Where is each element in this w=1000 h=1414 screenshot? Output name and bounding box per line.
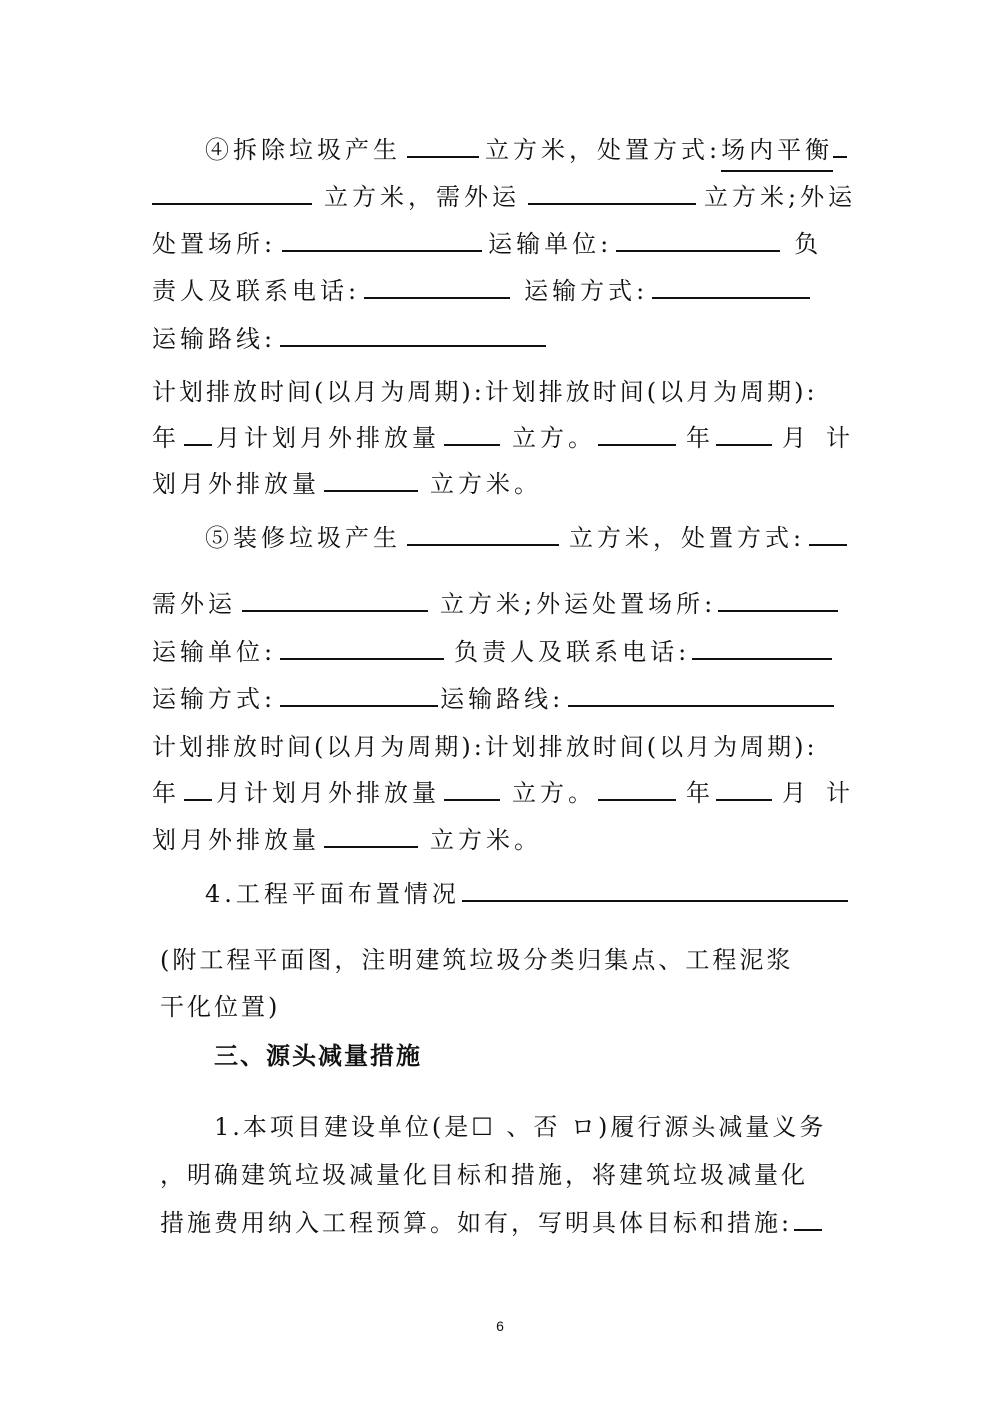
demolition-end-unit: 立方米。: [430, 470, 542, 498]
demolition-month-plan-label: 月计划月外排放量: [216, 424, 440, 452]
demolition-contact-line: [152, 271, 810, 311]
demolition-route-line: [152, 319, 546, 359]
demolition-owner-prefix: 负: [794, 230, 823, 258]
demolition-year2-label: 年: [686, 424, 714, 452]
renovation-month-blank[interactable]: [184, 773, 212, 801]
demolition-site-line: [152, 224, 822, 264]
renovation-ji-label: 计: [826, 779, 854, 807]
renovation-unit-label: 立方米，处置方式:: [569, 524, 806, 552]
renovation-month2-label: 月: [782, 779, 810, 807]
demolition-method-value: 场内平衡: [721, 130, 833, 172]
renovation-month-line: [152, 773, 854, 813]
demolition-export-label: 立方米，需外运: [324, 183, 520, 211]
page-number: 6: [496, 1318, 504, 1334]
demolition-plan-text: 计划排放时间(以月为周期):计划排放时间(以月为周期):: [152, 378, 818, 406]
demolition-route-blank[interactable]: [280, 319, 546, 347]
demolition-site-label: 处置场所:: [152, 230, 277, 258]
renovation-plan-cont-label: 划月外排放量: [152, 826, 320, 854]
renovation-total-blank[interactable]: [324, 820, 418, 848]
renovation-export-line: [152, 584, 838, 624]
renovation-export-label: 需外运: [152, 590, 236, 618]
renovation-mode-blank[interactable]: [280, 679, 438, 707]
renovation-month-volume-blank[interactable]: [444, 773, 500, 801]
renovation-waste-line: [205, 518, 847, 558]
demolition-month2-blank[interactable]: [716, 418, 772, 446]
demolition-plan-line: [152, 372, 818, 412]
renovation-year2-blank[interactable]: [598, 773, 676, 801]
section3-para-text3: 措施费用纳入工程预算。如有，写明具体目标和措施:: [160, 1209, 793, 1237]
renovation-owner-label: 负责人及联系电话:: [454, 638, 691, 666]
renovation-mode-line: [152, 679, 834, 719]
renovation-volume-blank[interactable]: [407, 518, 559, 546]
renovation-cube-unit: 立方。: [512, 779, 596, 807]
demolition-contact-blank[interactable]: [364, 271, 510, 299]
section3-para-line1: [214, 1107, 826, 1147]
demolition-cube-unit: 立方。: [512, 424, 596, 452]
demolition-year-label: 年: [152, 424, 180, 452]
section3-heading: 三、源头减量措施: [214, 1042, 422, 1070]
demolition-waste-title: ④拆除垃圾产生: [205, 136, 401, 164]
renovation-plan-text: 计划排放时间(以月为周期):计划排放时间(以月为周期):: [152, 733, 818, 761]
demolition-mode-label: 运输方式:: [524, 277, 649, 305]
demolition-volume-blank[interactable]: [407, 130, 479, 158]
renovation-contact-blank[interactable]: [692, 632, 832, 660]
demolition-export-line: [152, 177, 856, 217]
demolition-plan-cont-line: [152, 464, 542, 504]
renovation-waste-title: ⑤装修垃圾产生: [205, 524, 401, 552]
layout-note-text2: 干化位置): [160, 993, 281, 1021]
layout-title: 4.工程平面布置情况: [205, 880, 460, 908]
demolition-carrier-blank[interactable]: [616, 224, 780, 252]
section3-para-line2: [160, 1155, 808, 1195]
demolition-carrier-label: 运输单位:: [488, 230, 613, 258]
demolition-month-volume-blank[interactable]: [444, 418, 500, 446]
renovation-carrier-blank[interactable]: [280, 632, 444, 660]
renovation-plan-cont-line: [152, 820, 542, 860]
section3-para-text2: ，明确建筑垃圾减量化目标和措施，将建筑垃圾减量化: [160, 1161, 808, 1189]
renovation-end-unit: 立方米。: [430, 826, 542, 854]
demolition-export-blank[interactable]: [528, 177, 696, 205]
renovation-carrier-label: 运输单位:: [152, 638, 277, 666]
layout-note-line2: [160, 987, 280, 1027]
layout-note-line1: [160, 940, 793, 980]
renovation-plan-line: [152, 727, 818, 767]
renovation-month2-blank[interactable]: [716, 773, 772, 801]
demolition-month-blank[interactable]: [184, 418, 212, 446]
demolition-method-blank[interactable]: [833, 130, 847, 158]
demolition-month-line: [152, 418, 854, 458]
demolition-export-unit: 立方米;外运: [704, 183, 857, 211]
renovation-year2-label: 年: [686, 779, 714, 807]
renovation-carrier-line: [152, 632, 832, 672]
renovation-site-label: 立方米;外运处置场所:: [440, 590, 717, 618]
demolition-mode-blank[interactable]: [652, 271, 810, 299]
renovation-site-blank[interactable]: [718, 584, 838, 612]
demolition-site-blank[interactable]: [282, 224, 482, 252]
renovation-month-plan-label: 月计划月外排放量: [216, 779, 440, 807]
layout-note-text1: (附工程平面图，注明建筑垃圾分类归集点、工程泥浆: [160, 946, 794, 974]
layout-line: [205, 874, 848, 914]
renovation-mode-label: 运输方式:: [152, 685, 277, 713]
demolition-ji-label: 计: [826, 424, 854, 452]
renovation-year-label: 年: [152, 779, 180, 807]
demolition-year2-blank[interactable]: [598, 418, 676, 446]
demolition-month2-label: 月: [782, 424, 810, 452]
demolition-route-label: 运输路线:: [152, 325, 277, 353]
renovation-method-blank[interactable]: [809, 518, 847, 546]
demolition-total-blank[interactable]: [324, 464, 418, 492]
layout-blank[interactable]: [462, 874, 848, 902]
renovation-route-blank[interactable]: [568, 679, 834, 707]
demolition-balance-blank[interactable]: [152, 177, 312, 205]
demolition-plan-cont-label: 划月外排放量: [152, 470, 320, 498]
section3-para-line3: [160, 1203, 822, 1243]
demolition-unit-label: 立方米，处置方式:: [485, 136, 722, 164]
renovation-export-blank[interactable]: [242, 584, 428, 612]
renovation-route-label: 运输路线:: [440, 685, 565, 713]
section3-para-text1: 1.本项目建设单位(是☐ 、否 ロ)履行源头减量义务: [214, 1113, 827, 1141]
demolition-waste-line: [205, 130, 847, 170]
section3-measures-blank[interactable]: [794, 1203, 822, 1231]
demolition-owner-label: 责人及联系电话:: [152, 277, 361, 305]
